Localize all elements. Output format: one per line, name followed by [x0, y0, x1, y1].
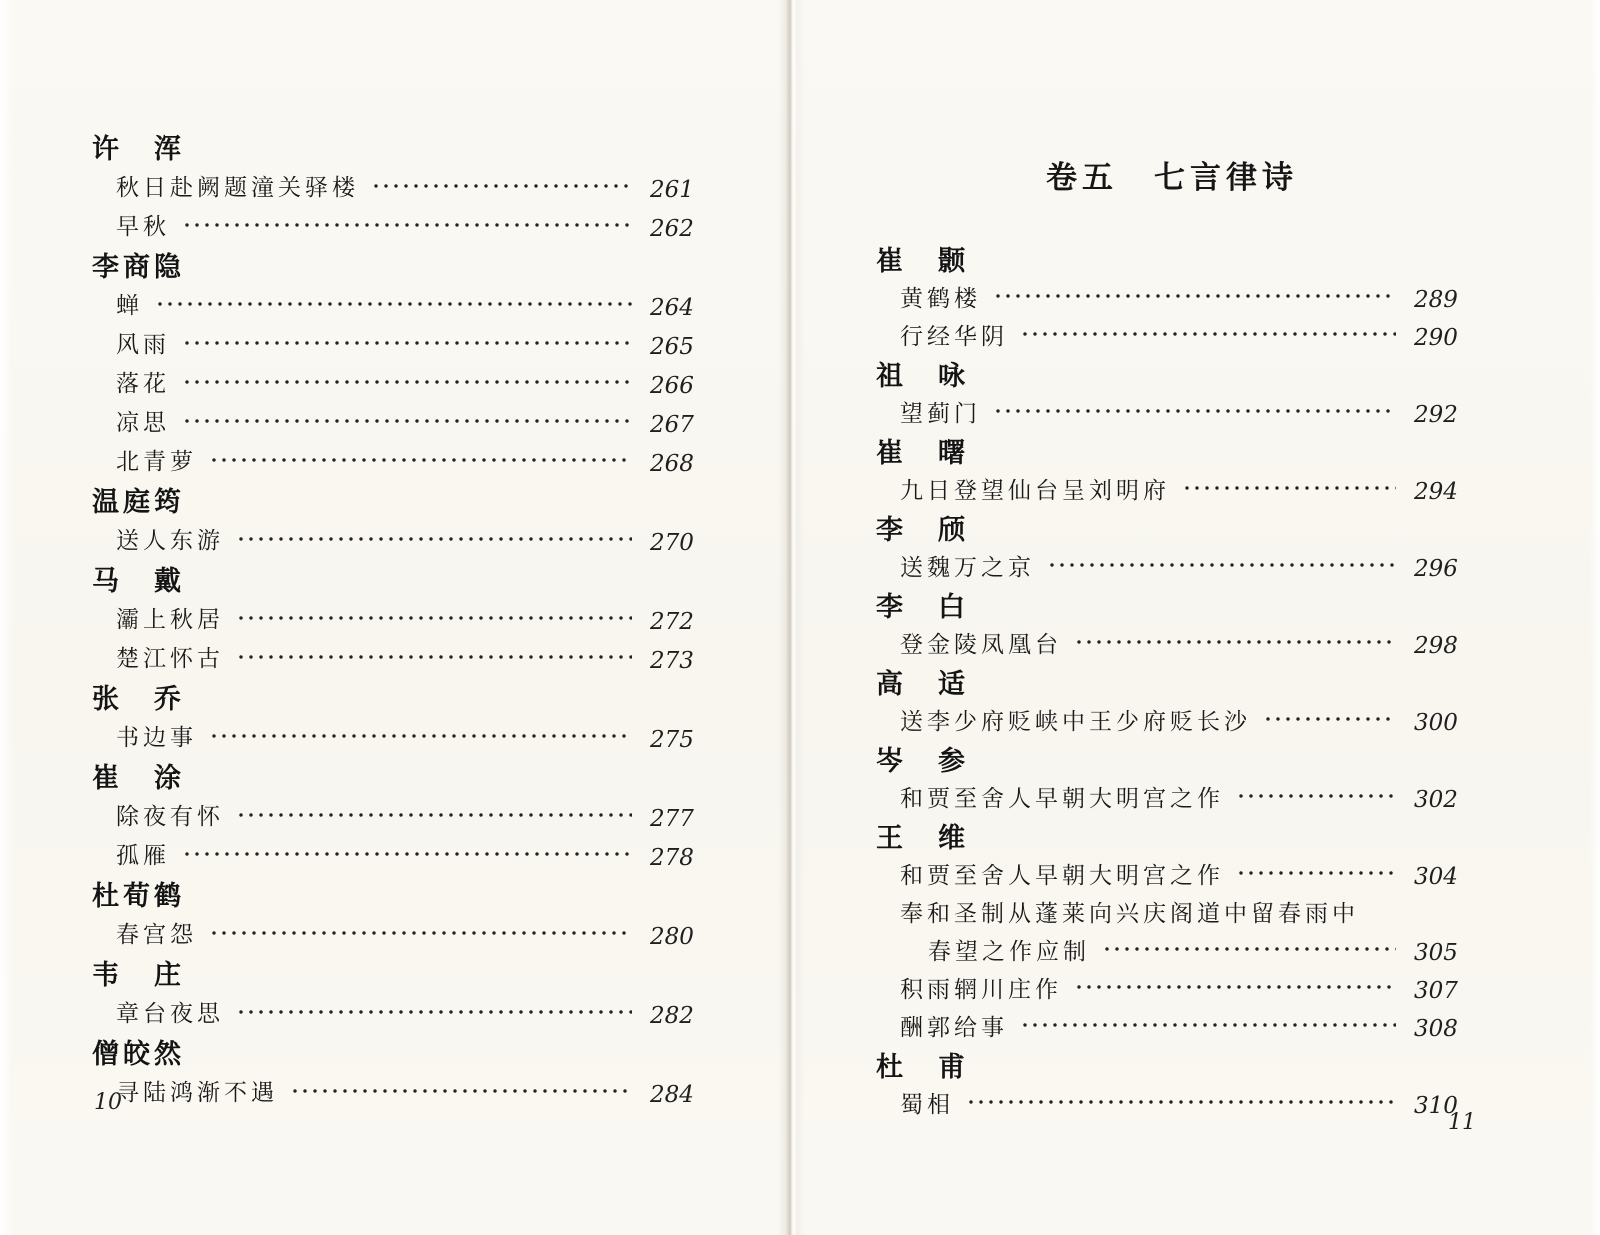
toc-entry-page: 272	[650, 608, 694, 635]
toc-entry-page: 284	[650, 1081, 694, 1108]
toc-entry-title: 酬郭给事	[900, 1014, 1008, 1041]
toc-entry-title: 望蓟门	[900, 400, 981, 427]
toc-entry	[876, 469, 1468, 507]
toc-list-right	[876, 239, 1468, 1121]
toc-entry	[876, 968, 1468, 1006]
poet-name-row	[92, 559, 704, 598]
poet-name-row	[92, 874, 704, 913]
toc-entry-page: 294	[1414, 479, 1458, 505]
toc-entry-page: 304	[1414, 864, 1458, 890]
toc-entry	[876, 930, 1468, 968]
poet-name-row	[92, 756, 704, 795]
toc-entry	[92, 913, 704, 952]
poet-name: 李 颀	[876, 514, 969, 546]
poet-name-row	[92, 127, 704, 166]
toc-entry-page: 273	[650, 647, 694, 674]
toc-entry	[876, 315, 1468, 353]
toc-entry-title: 积雨辋川庄作	[900, 976, 1062, 1003]
dot-leader	[180, 846, 632, 862]
toc-entry-page: 264	[650, 294, 694, 321]
poet-name: 崔 颢	[876, 245, 969, 277]
poet-name-row	[876, 508, 1468, 546]
toc-entry	[876, 277, 1468, 315]
poet-name-row	[876, 431, 1468, 469]
poet-name-row	[876, 1045, 1468, 1083]
toc-entry-page: 268	[650, 450, 694, 477]
toc-entry-title: 北青萝	[116, 449, 197, 475]
toc-entry-title: 送李少府贬峡中王少府贬长沙	[900, 708, 1251, 735]
toc-entry-page: 290	[1414, 325, 1458, 351]
toc-entry-title: 早秋	[116, 214, 170, 240]
toc-entry-page: 289	[1414, 287, 1458, 313]
dot-leader	[234, 531, 632, 547]
toc-entry-title: 孤雁	[116, 843, 170, 869]
toc-entry	[92, 323, 704, 362]
toc-entry	[92, 166, 704, 205]
toc-entry-page: 282	[650, 1002, 694, 1029]
poet-name: 张 乔	[92, 684, 185, 715]
toc-entry-title: 落花	[116, 371, 170, 397]
toc-entry-page: 292	[1414, 402, 1458, 428]
poet-name-row	[876, 354, 1468, 392]
toc-entry-title: 行经华阴	[900, 323, 1008, 350]
poet-name: 高 适	[876, 668, 969, 700]
toc-entry-page: 265	[650, 333, 694, 360]
toc-entry-page: 275	[650, 726, 694, 753]
dot-leader	[964, 1094, 1396, 1110]
toc-entry	[92, 1071, 704, 1110]
dot-leader	[234, 610, 632, 626]
poet-name: 韦 庄	[92, 960, 185, 991]
toc-entry	[876, 623, 1468, 661]
toc-entry-page: 305	[1414, 940, 1458, 966]
poet-name: 温庭筠	[92, 487, 185, 518]
dot-leader	[1234, 865, 1396, 881]
folio-number-right: 11	[1448, 1110, 1476, 1135]
toc-entry-page: 300	[1414, 710, 1458, 736]
toc-entry-page: 266	[650, 372, 694, 399]
toc-entry	[92, 795, 704, 834]
toc-entry-title: 春望之作应制	[928, 938, 1090, 965]
toc-entry-page: 307	[1414, 978, 1458, 1004]
toc-entry-title: 风雨	[116, 332, 170, 358]
toc-entry	[92, 362, 704, 401]
toc-entry	[876, 392, 1468, 430]
dot-leader	[207, 925, 632, 941]
poet-name: 崔 曙	[876, 437, 969, 469]
toc-entry-page: 298	[1414, 633, 1458, 659]
dot-leader	[153, 296, 632, 312]
toc-entry	[876, 1083, 1468, 1121]
toc-entry-title: 书边事	[116, 725, 197, 751]
toc-entry-title: 凉思	[116, 410, 170, 436]
dot-leader	[1100, 941, 1396, 957]
dot-leader	[1072, 979, 1396, 995]
toc-entry-title: 送人东游	[116, 528, 224, 554]
dot-leader	[1018, 1017, 1396, 1033]
scan-edge-right	[1590, 0, 1600, 1235]
poet-name: 祖 咏	[876, 360, 969, 392]
toc-entry-title: 楚江怀古	[116, 646, 224, 672]
toc-entry	[876, 892, 1468, 930]
toc-entry	[92, 519, 704, 558]
toc-entry	[876, 700, 1468, 738]
dot-leader	[234, 1004, 632, 1020]
toc-entry-title: 寻陆鸿渐不遇	[116, 1080, 278, 1106]
poet-name: 杜 甫	[876, 1051, 969, 1083]
folio-number-left: 10	[94, 1090, 122, 1115]
dot-leader	[207, 728, 632, 744]
dot-leader	[1234, 788, 1396, 804]
toc-entry-title: 章台夜思	[116, 1001, 224, 1027]
toc-entry	[92, 637, 704, 676]
toc-entry-title: 九日登望仙台呈刘明府	[900, 477, 1170, 504]
toc-entry	[92, 205, 704, 244]
dot-leader	[180, 374, 632, 390]
toc-entry	[92, 716, 704, 755]
poet-name-row	[92, 677, 704, 716]
toc-entry	[876, 777, 1468, 815]
dot-leader	[180, 217, 632, 233]
poet-name-row	[876, 662, 1468, 700]
poet-name: 崔 涂	[92, 763, 185, 794]
toc-entry	[876, 854, 1468, 892]
dot-leader	[991, 288, 1396, 304]
toc-entry	[92, 440, 704, 479]
toc-entry-page: 267	[650, 411, 694, 438]
dot-leader	[234, 807, 632, 823]
toc-entry-title: 蝉	[116, 293, 143, 319]
toc-entry-title: 奉和圣制从蓬莱向兴庆阁道中留春雨中	[900, 900, 1359, 927]
toc-entry-page: 270	[650, 529, 694, 556]
dot-leader	[207, 452, 632, 468]
toc-page-right	[876, 152, 1468, 1121]
poet-name: 杜荀鹤	[92, 881, 185, 912]
dot-leader	[1045, 557, 1396, 573]
toc-entry-page: 302	[1414, 787, 1458, 813]
dot-leader	[1018, 326, 1396, 342]
toc-entry	[92, 598, 704, 637]
toc-entry	[92, 401, 704, 440]
dot-leader	[369, 178, 632, 194]
toc-entry-title: 登金陵凤凰台	[900, 631, 1062, 658]
toc-entry	[92, 992, 704, 1031]
binding-crease	[778, 0, 804, 1235]
poet-name-row	[876, 239, 1468, 277]
toc-entry-title: 黄鹤楼	[900, 285, 981, 312]
toc-entry-page: 296	[1414, 556, 1458, 582]
dot-leader	[180, 413, 632, 429]
poet-name: 李商隐	[92, 252, 185, 283]
dot-leader	[234, 649, 632, 665]
toc-entry-page: 280	[650, 923, 694, 950]
toc-entry-title: 蜀相	[900, 1091, 954, 1118]
toc-entry	[92, 834, 704, 873]
toc-entry	[876, 546, 1468, 584]
poet-name-row	[92, 480, 704, 519]
dot-leader	[288, 1083, 632, 1099]
toc-entry	[92, 284, 704, 323]
toc-entry-page: 261	[650, 176, 694, 203]
dot-leader	[1180, 480, 1396, 496]
poet-name-row	[92, 953, 704, 992]
toc-entry-page: 262	[650, 215, 694, 242]
volume-header: 卷五 七言律诗	[1046, 160, 1298, 196]
dot-leader	[991, 403, 1396, 419]
poet-name: 李 白	[876, 591, 969, 623]
toc-entry	[876, 1006, 1468, 1044]
dot-leader	[1261, 711, 1396, 727]
toc-entry-title: 秋日赴阙题潼关驿楼	[116, 175, 359, 201]
toc-entry-title: 和贾至舍人早朝大明宫之作	[900, 862, 1224, 889]
poet-name-row	[876, 816, 1468, 854]
toc-entry-title: 送魏万之京	[900, 554, 1035, 581]
dot-leader	[180, 335, 632, 351]
toc-entry-page: 278	[650, 844, 694, 871]
toc-entry-page: 310	[1414, 1093, 1458, 1119]
poet-name: 许 浑	[92, 134, 185, 165]
poet-name: 僧皎然	[92, 1039, 185, 1070]
poet-name-row	[92, 245, 704, 284]
toc-entry-title: 春宫怨	[116, 922, 197, 948]
poet-name: 岑 参	[876, 745, 969, 777]
toc-page-left	[92, 126, 704, 1110]
toc-entry-title: 除夜有怀	[116, 804, 224, 830]
toc-entry-title: 和贾至舍人早朝大明宫之作	[900, 785, 1224, 812]
scan-edge-left	[0, 0, 14, 1235]
toc-entry-page: 277	[650, 805, 694, 832]
poet-name-row	[876, 739, 1468, 777]
poet-name: 马 戴	[92, 566, 185, 597]
poet-name-row	[876, 585, 1468, 623]
poet-name: 王 维	[876, 822, 969, 854]
poet-name-row	[92, 1032, 704, 1071]
dot-leader	[1072, 634, 1396, 650]
toc-entry-title: 灞上秋居	[116, 607, 224, 633]
toc-entry-page: 308	[1414, 1016, 1458, 1042]
